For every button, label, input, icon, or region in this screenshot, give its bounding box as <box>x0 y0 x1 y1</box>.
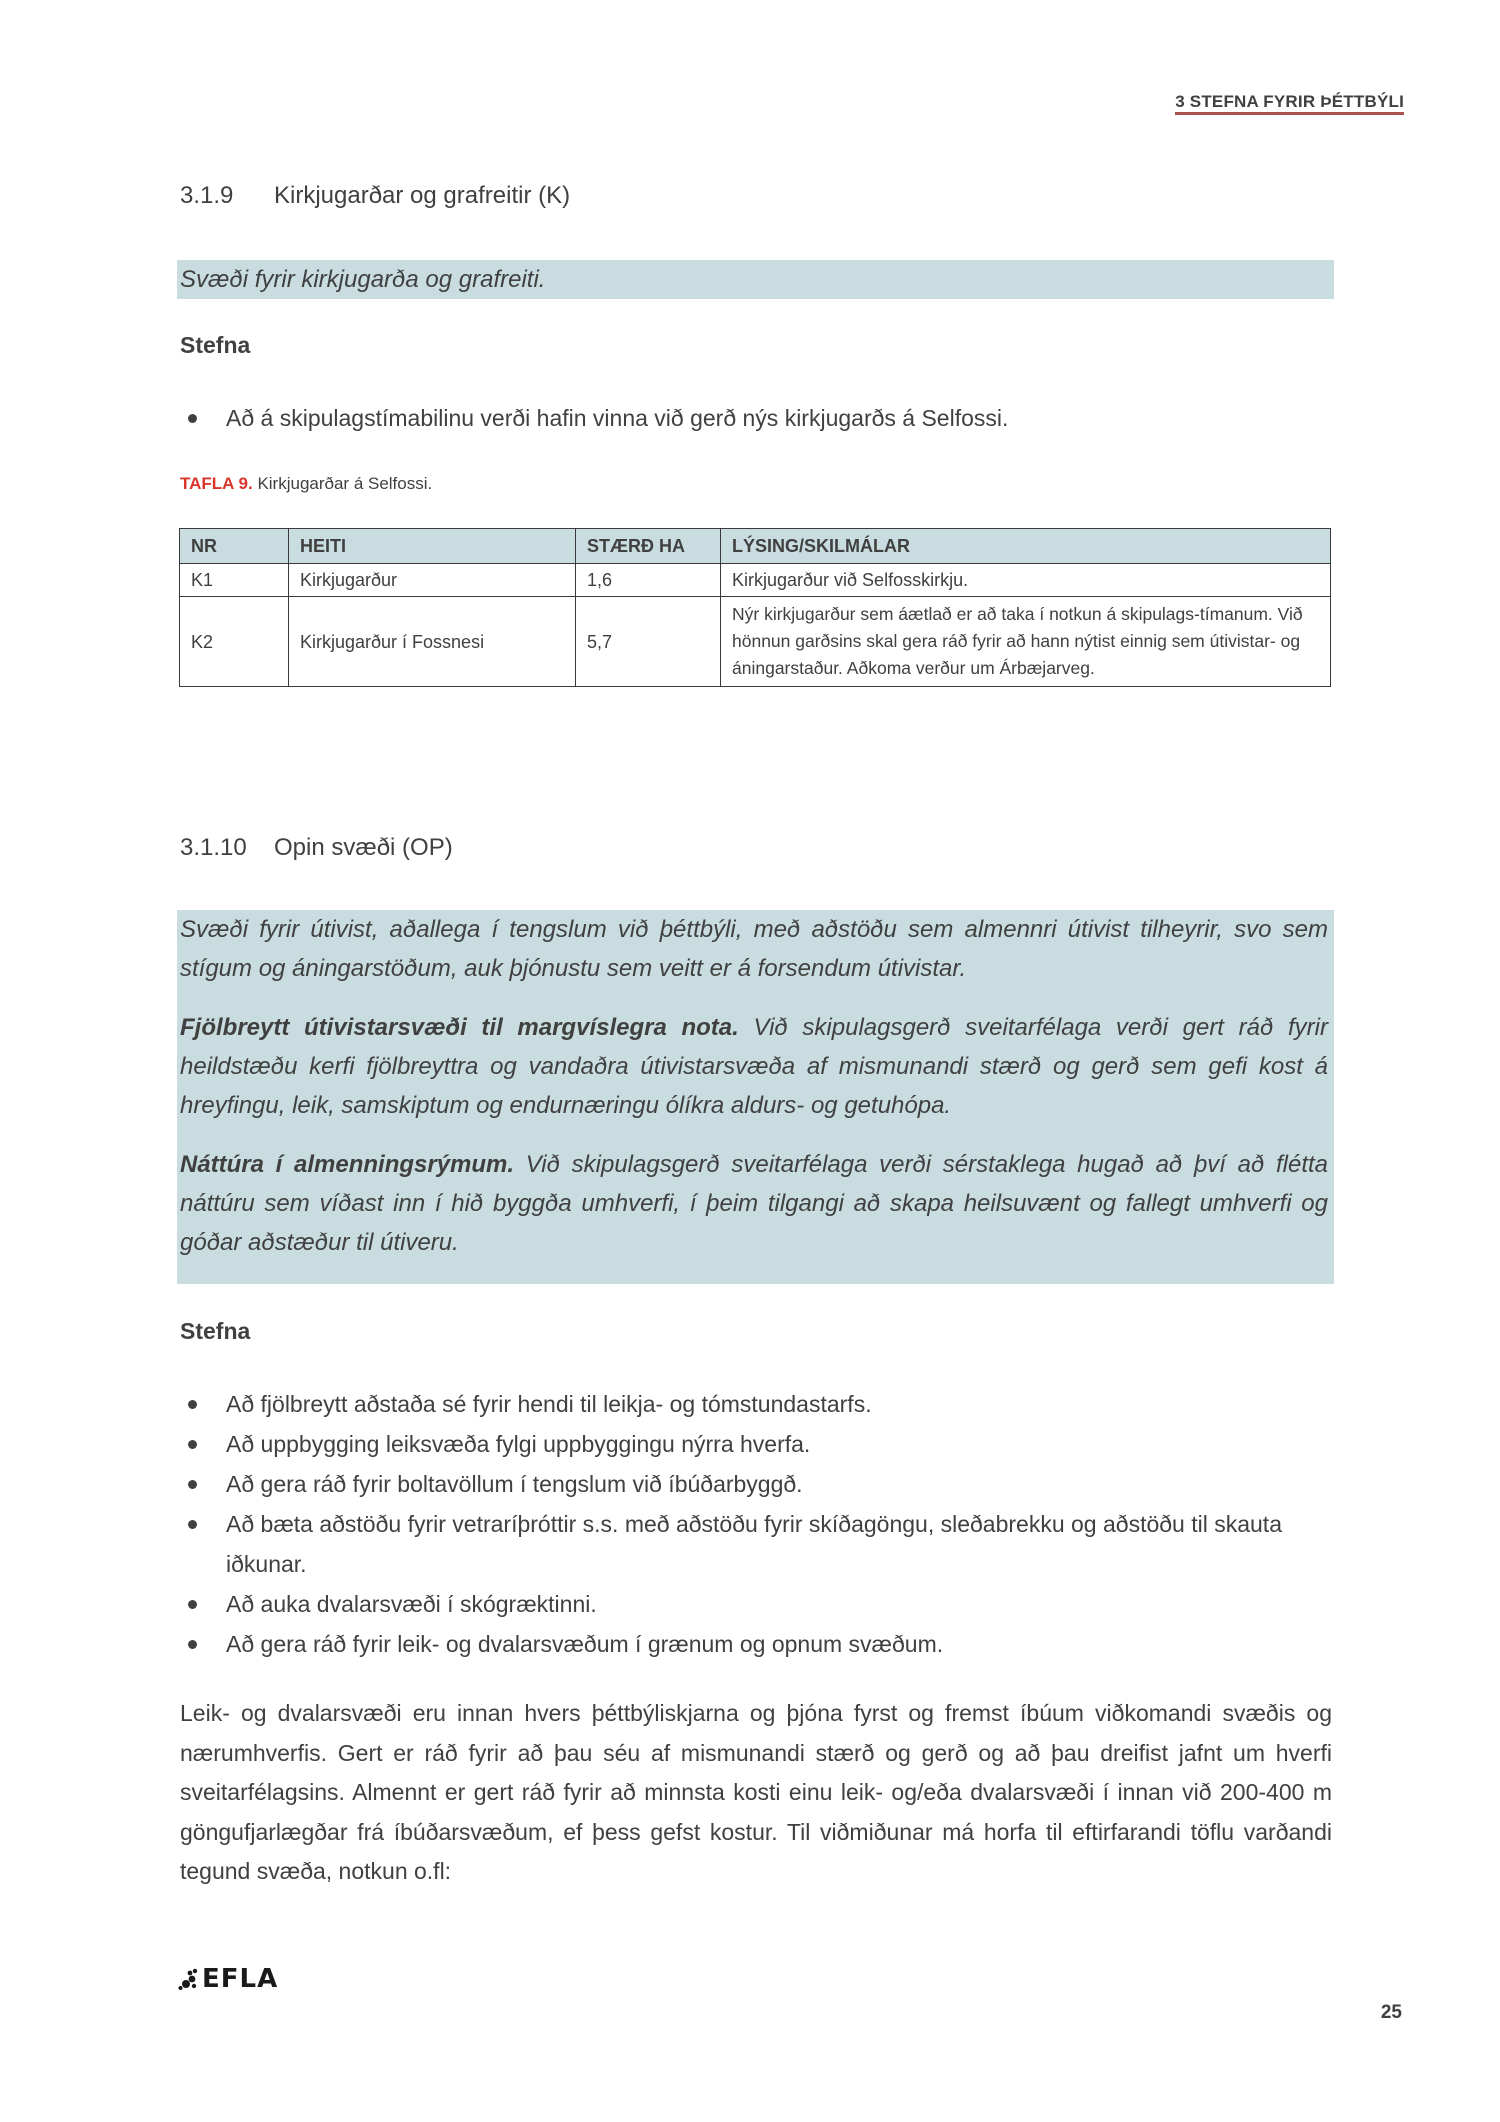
cell-heiti: Kirkjugarður í Fossnesi <box>289 597 576 687</box>
definition-box-k: Svæði fyrir kirkjugarða og grafreiti. <box>177 260 1334 299</box>
cell-lysing: Nýr kirkjugarður sem áætlað er að taka í notkun á skipulags-tímanum. Við hönnun garðsins skal gera ráð fyrir að hann nýtist einnig sem útivistar- og áningarstaður. Aðkoma verður um Árbæjarveg. <box>721 597 1331 687</box>
definition-text: Svæði fyrir útivist, aðallega í tengslum við þéttbýli, með aðstöðu sem almennri útivist tilheyrir, svo sem stígum og áningarstöðum, auk þjónustu sem veitt er á forsendum útivistar. <box>180 916 1328 982</box>
column-header-heiti: HEITI <box>289 529 576 564</box>
cell-nr: K1 <box>180 564 289 597</box>
goal-paragraph <box>180 1145 1328 1262</box>
cell-staerd: 1,6 <box>576 564 721 597</box>
running-header <box>1175 92 1404 112</box>
cell-staerd: 5,7 <box>576 597 721 687</box>
list-item: Að uppbygging leiksvæða fylgi uppbyggingu nýrra hverfa. <box>180 1424 1340 1464</box>
dots-cluster-icon <box>178 1968 200 1992</box>
goal-title: Náttúra í almenningsrýmum. <box>180 1151 515 1178</box>
bullet-icon <box>188 414 197 423</box>
definition-box-op <box>177 910 1334 1284</box>
goal-paragraph <box>180 1008 1328 1125</box>
column-header-staerd: STÆRÐ HA <box>576 529 721 564</box>
cell-heiti: Kirkjugarður <box>289 564 576 597</box>
cell-nr: K2 <box>180 597 289 687</box>
policy-list-k <box>180 398 1340 438</box>
list-item: Að bæta aðstöðu fyrir vetraríþróttir s.s. með aðstöðu fyrir skíðagöngu, sleðabrekku og aðstöðu til skauta iðkunar. <box>180 1504 1340 1584</box>
cell-lysing: Kirkjugarður við Selfosskirkju. <box>721 564 1331 597</box>
list-item: Að á skipulagstímabilinu verði hafin vinna við gerð nýs kirkjugarðs á Selfossi. <box>180 398 1340 438</box>
section-title: Opin svæði (OP) <box>274 834 453 861</box>
bullet-icon <box>188 1600 197 1609</box>
list-item: Að gera ráð fyrir leik- og dvalarsvæðum í grænum og opnum svæðum. <box>180 1624 1340 1664</box>
column-header-lysing: LÝSING/SKILMÁLAR <box>721 529 1331 564</box>
section-heading-k <box>180 182 570 210</box>
goal-text: Við skipulagsgerð sveitarfélaga verði sérstaklega hugað að því að flétta náttúru sem víðast inn í hið byggða umhverfi, í þeim tilgangi að skapa heilsuvænt og fallegt umhverfi og góðar aðstæður til útiveru. <box>180 1151 1328 1256</box>
bullet-icon <box>188 1640 197 1649</box>
table-caption <box>180 474 432 494</box>
goal-text: Við skipulagsgerð sveitarfélaga verði gert ráð fyrir heildstæðu kerfi fjölbreyttra og vandaðra útivistarsvæða af mismunandi stærð og gerð sem gefi kost á hreyfingu, leik, samskiptum og endurnæringu ólíkra aldurs- og getuhópa. <box>180 1014 1328 1119</box>
list-item: Að fjölbreytt aðstaða sé fyrir hendi til leikja- og tómstundastarfs. <box>180 1384 1340 1424</box>
efla-logo <box>178 1966 278 1992</box>
running-header-title: 3 STEFNA FYRIR ÞÉTTBÝLI <box>1175 92 1404 115</box>
body-paragraph: Leik- og dvalarsvæði eru innan hvers þéttbýliskjarna og þjóna fyrst og fremst íbúum viðkomandi svæðis og nærumhverfis. Gert er ráð fyrir að þau séu af mismunandi stærð og gerð og að þau dreifist jafnt um hverfi sveitarfélagsins. Almennt er gert ráð fyrir að minnsta kosti einu leik- og/eða dvalarsvæði í innan við 200-400 m göngufjarlægðar frá íbúðarsvæðum, ef þess gefst kostur. Til viðmiðunar má horfa til eftirfarandi töflu varðandi tegund svæða, notkun o.fl: <box>180 1700 1332 1884</box>
list-item: Að gera ráð fyrir boltavöllum í tengslum við íbúðarbyggð. <box>180 1464 1340 1504</box>
policy-heading-k: Stefna <box>180 332 251 358</box>
section-heading-op <box>180 834 453 862</box>
bullet-icon <box>188 1480 197 1489</box>
logo-wordmark: EFLA <box>202 1964 279 1994</box>
list-item: Að auka dvalarsvæði í skógræktinni. <box>180 1584 1340 1624</box>
bullet-icon <box>188 1400 197 1409</box>
page-number: 25 <box>1380 2002 1402 2023</box>
column-header-nr: NR <box>180 529 289 564</box>
bullet-icon <box>188 1520 197 1529</box>
policy-heading-op: Stefna <box>180 1318 251 1344</box>
table-caption-label: TAFLA 9. <box>180 474 253 493</box>
section-number: 3.1.9 <box>180 182 234 209</box>
bullet-icon <box>188 1440 197 1449</box>
table-row <box>180 564 1331 597</box>
cemeteries-table <box>179 528 1331 687</box>
section-title: Kirkjugarðar og grafreitir (K) <box>274 182 571 209</box>
table-caption-text: Kirkjugarðar á Selfossi. <box>252 474 433 493</box>
section-number: 3.1.10 <box>180 834 247 861</box>
table-row <box>180 597 1331 687</box>
goal-title: Fjölbreytt útivistarsvæði til margvíslegra nota. <box>180 1014 739 1041</box>
policy-list-op <box>180 1384 1340 1664</box>
table-header-row <box>180 529 1331 564</box>
